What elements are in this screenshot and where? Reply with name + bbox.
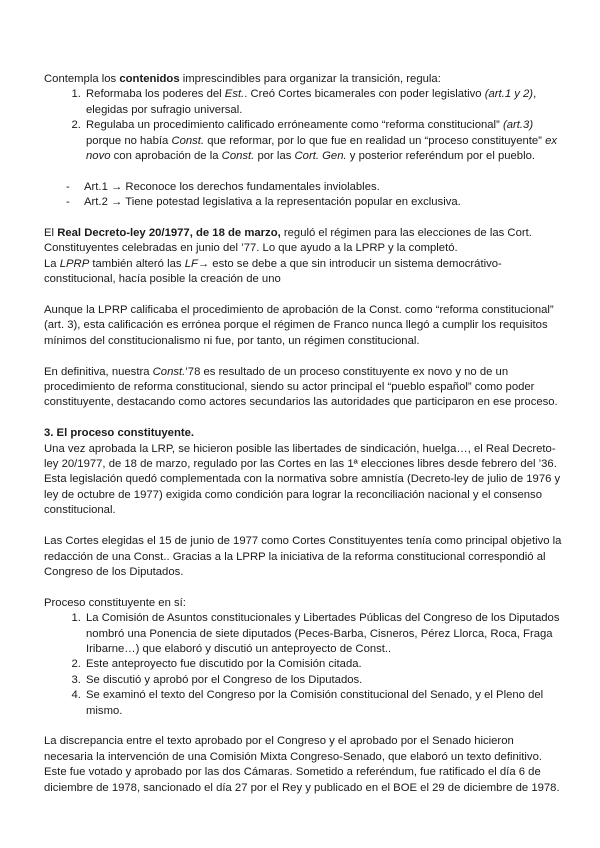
cortes-paragraph: Las Cortes elegidas el 15 de junio de 1977 como Cortes Constituyentes tenía como principal objetivo la redacción de una Const.. Gracias a la LPRP la iniciativa de la reforma constitucional correspondió al Congreso de los Diputados. [44,535,562,578]
list-item: 2. Regulaba un procedimiento calificado erróneamente como “reforma constitucional” (art.3) porque no había Const. que reformar, por lo que fue en realidad un “proceso constituyente” ex novo con aprobación de la Const. por las Cort. Gen. y posterior referéndum por el pueblo. [84,118,564,164]
decreto-paragraph: El Real Decreto-ley 20/1977, de 18 de marzo, reguló el régimen para las elecciones de las Cort. Constituyentes celebradas en junio del ’77. Lo que ayudo a la LPRP y la completó. La LPRP también alteró las LF→ esto se debe a que sin introducir un sistema democrátivo-constitucional, hacía posible la creación de uno [44,227,532,286]
final-paragraph: La discrepancia entre el texto aprobado por el Congreso y el aprobado por el Senado hicieron necesaria la intervención de una Comisión Mixta Congreso-Senado, que elaboró un texto definitivo. Este fue votado y aprobado por las dos Cámaras. Sometido a referéndum, fue ratificado el día 6 de diciembre de 1978, sancionado el día 27 por el Rey y publicado en el BOE el 29 de diciembre de 1978. [44,735,560,794]
list-item: 2. Este anteproyecto fue discutido por la Comisión citada. [84,657,564,672]
section-paragraph: Una vez aprobada la LRP, se hicieron posible las libertades de sindicación, huelga…, el Real Decreto-ley 20/1977, de 18 de marzo, regulado por las Cortes en las 1ª elecciones libres desde febrero del ’36. Esta legislación quedó complementada con la normativa sobre amnistía (Decreto-ley de julio de 1976 y ley de octubre de 1977) exigida como condición para lograr la reconciliación nacional y el consenso constitucional. [44,442,561,517]
articles-list [44,180,564,211]
document-body [44,72,564,796]
contents-list [44,87,564,164]
proceso-list [44,611,564,719]
proceso-intro: Proceso constituyente en sí: [44,596,186,609]
list-item: 3. Se discutió y aprobó por el Congreso de los Diputados. [84,673,564,688]
list-item: - Art.2 → Tiene potestad legislativa a la representación popular en exclusiva. [66,195,564,210]
list-item: 1. La Comisión de Asuntos constitucionales y Libertades Públicas del Congreso de los Diputados nombró una Ponencia de siete diputados (Peces-Barba, Cisneros, Pérez Llorca, Roca, Fraga Iribarne…) que elaboró y discutió un anteproyecto de Const.. [84,611,564,657]
section-heading: 3. El proceso constituyente. [44,427,195,440]
list-item: 4. Se examinó el texto del Congreso por la Comisión constitucional del Senado, y el Pleno del mismo. [84,688,564,719]
list-item: - Art.1 → Reconoce los derechos fundamentales inviolables. [66,180,564,195]
lprp-paragraph: Aunque la LPRP calificaba el procedimiento de aprobación de la Const. como “reforma constitucional” (art. 3), esta calificación es errónea porque el régimen de Franco nunca llegó a cumplir los requisitos mínimos del constitucionalismo ni fue, por tanto, un régimen constitucional. [44,304,554,347]
intro-paragraph: Contempla los contenidos imprescindibles para organizar la transición, regula: [44,73,441,85]
definitiva-paragraph: En definitiva, nuestra Const.’78 es resultado de un proceso constituyente ex novo y no de un procedimiento de reforma constitucional, siendo su actor principal el “pueblo español” como poder constituyente, destacando como actores secundarios las autoridades que participaron en ese proceso. [44,365,558,409]
list-item: 1. Reformaba los poderes del Est.. Creó Cortes bicamerales con poder legislativo (art.1 y 2), elegidas por sufragio universal. [84,87,564,118]
